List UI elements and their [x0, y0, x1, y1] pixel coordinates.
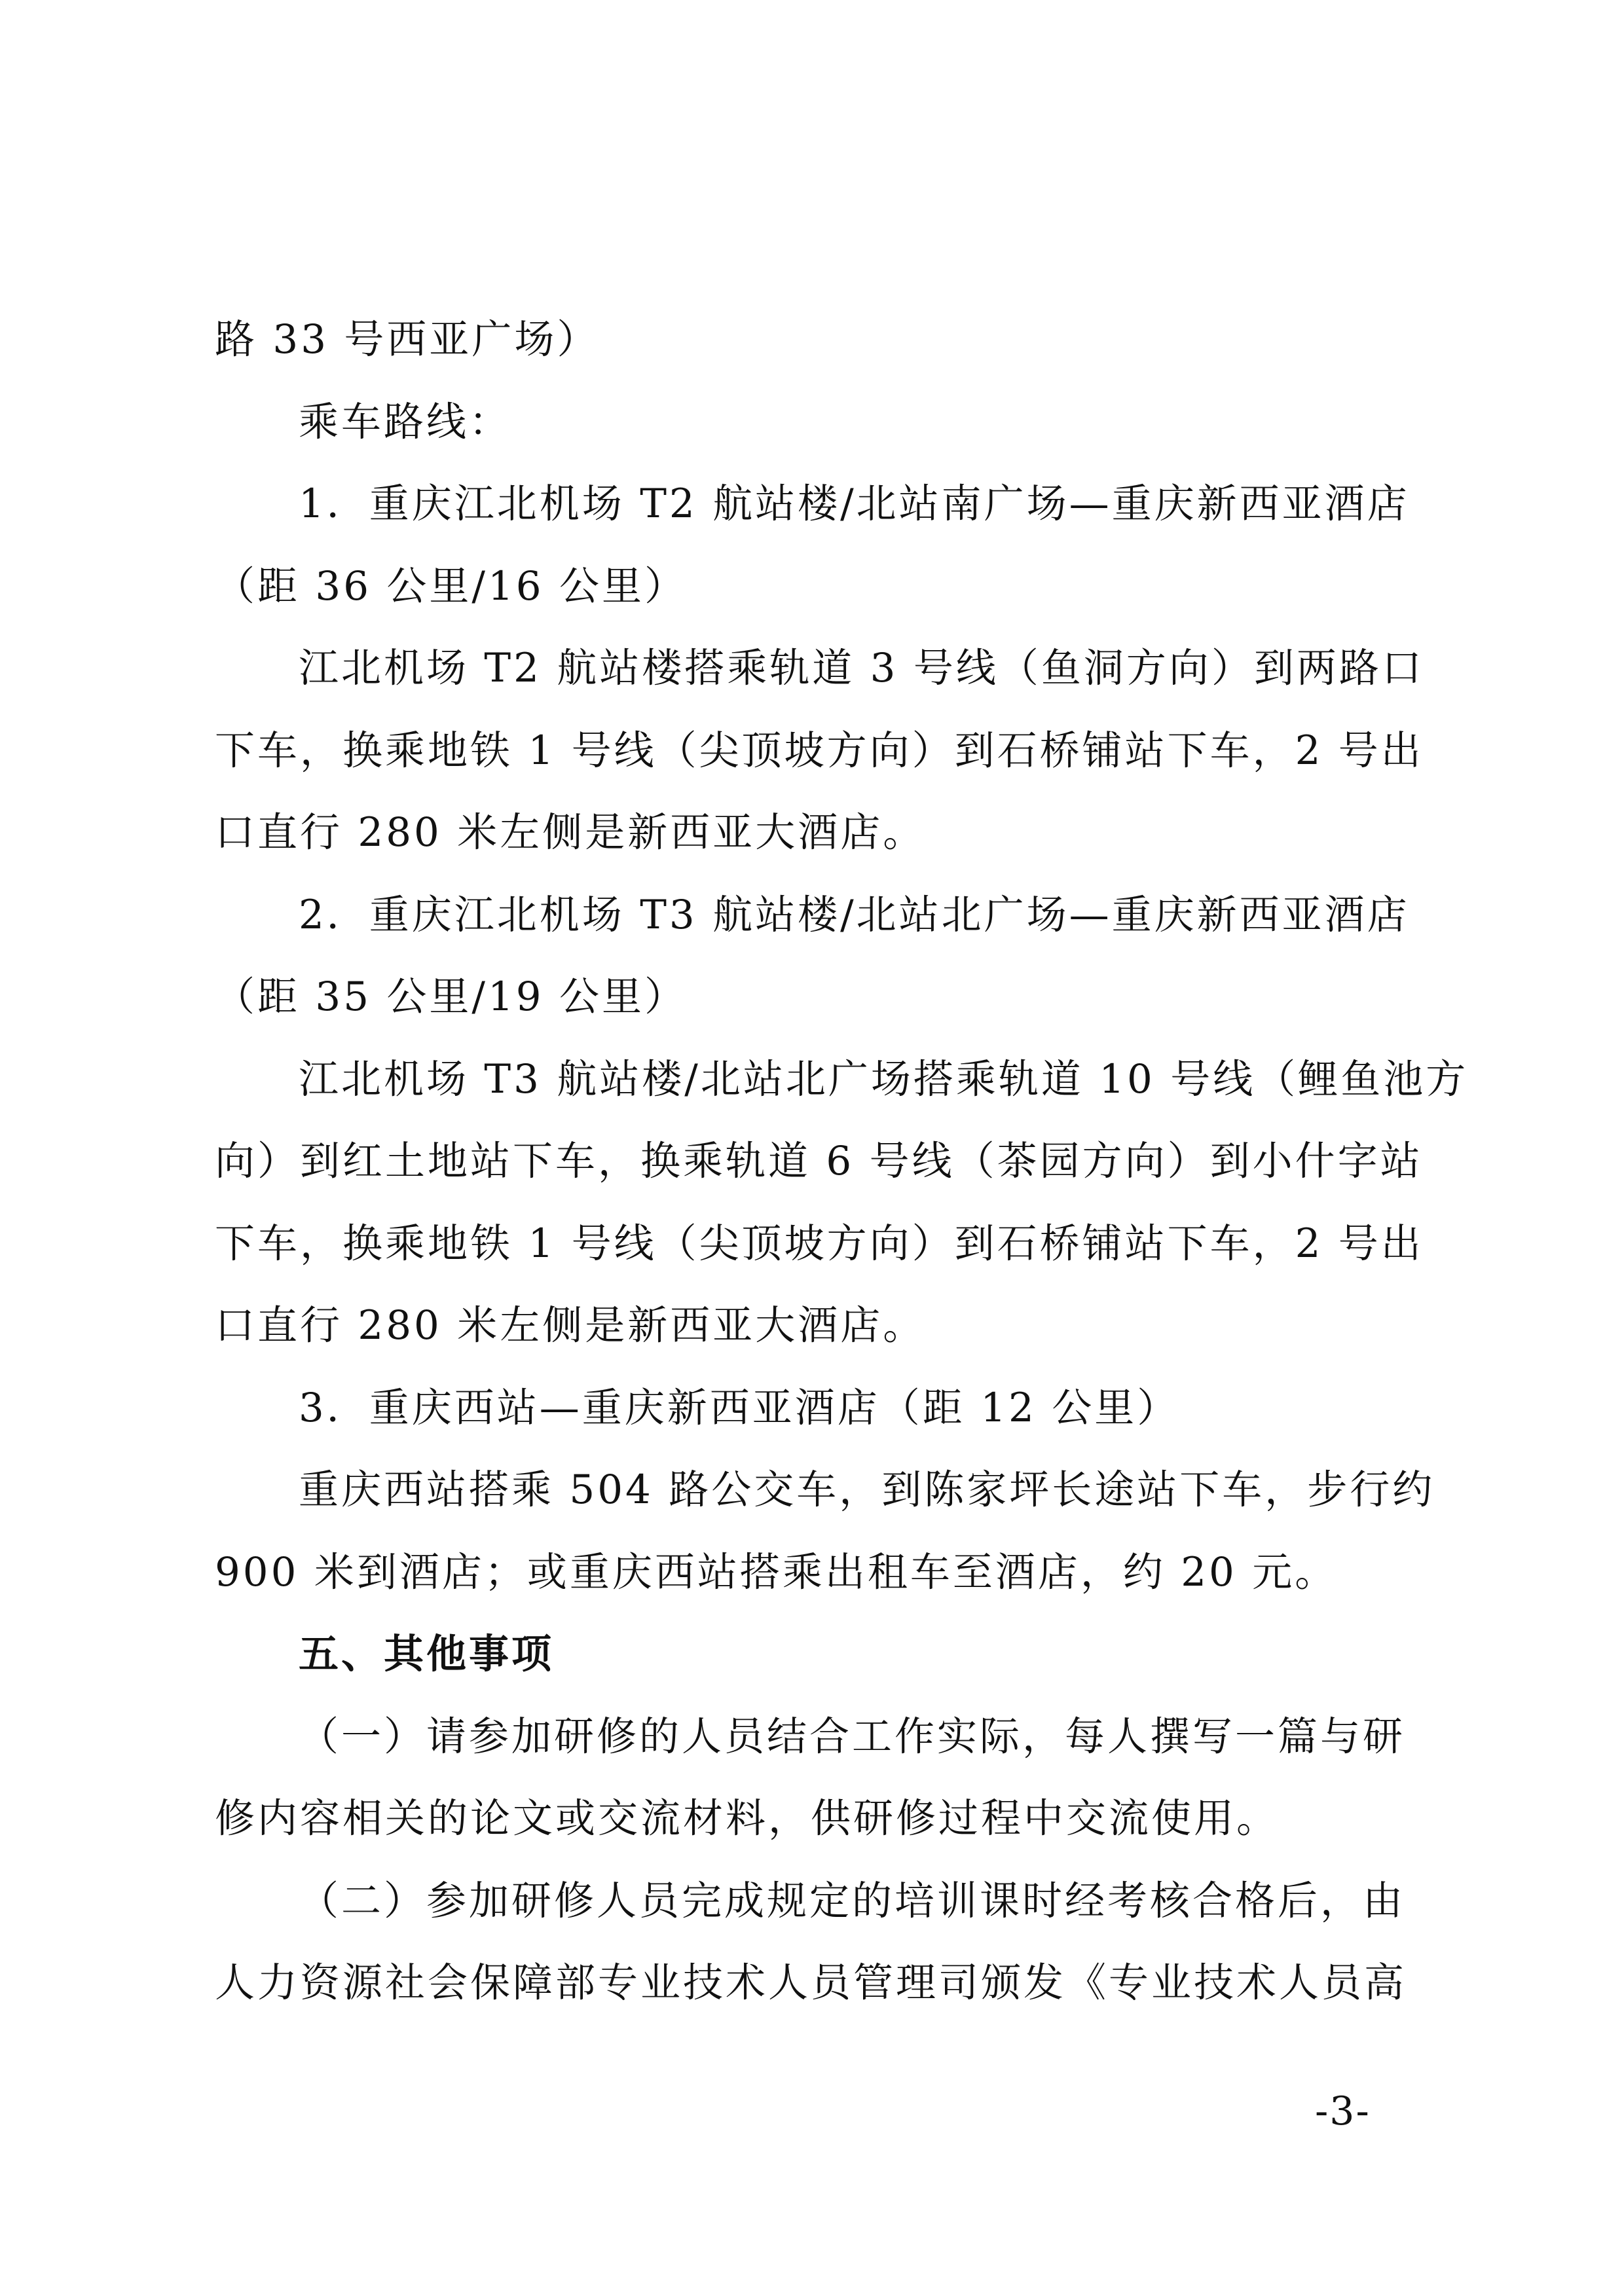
text-line: 900 米到酒店；或重庆西站搭乘出租车至酒店，约 20 元。 [215, 1548, 1338, 1595]
text-line: 江北机场 T2 航站楼搭乘轨道 3 号线（鱼洞方向）到两路口 [299, 645, 1424, 691]
text-line: 口直行 280 米左侧是新西亚大酒店。 [215, 1302, 926, 1349]
page-number: -3- [1315, 2088, 1371, 2134]
text-line: 修内容相关的论文或交流材料，供研修过程中交流使用。 [215, 1795, 1280, 1842]
section-heading: 五、其他事项 [299, 1631, 555, 1677]
text-line: 路 33 号西亚广场） [215, 316, 600, 363]
text-line: 人力资源社会保障部专业技术人员管理司颁发《专业技术人员高 [215, 1959, 1407, 2006]
text-line: 向）到红土地站下车，换乘轨道 6 号线（茶园方向）到小什字站 [215, 1138, 1423, 1184]
text-line: 下车，换乘地铁 1 号线（尖顶坡方向）到石桥铺站下车，2 号出 [215, 727, 1424, 774]
text-line: 乘车路线： [299, 398, 512, 445]
route-item-heading: 3．重庆西站—重庆新西亚酒店（距 12 公里） [299, 1384, 1180, 1431]
text-line: （二）参加研修人员完成规定的培训课时经考核合格后，由 [299, 1877, 1406, 1924]
text-line: 重庆西站搭乘 504 路公交车，到陈家坪长途站下车，步行约 [299, 1467, 1435, 1513]
route-item-heading: 1．重庆江北机场 T2 航站楼/北站南广场—重庆新西亚酒店 [299, 481, 1410, 527]
document-body [215, 299, 1469, 2024]
text-line: 口直行 280 米左侧是新西亚大酒店。 [215, 809, 926, 856]
text-line: （距 35 公里/19 公里） [215, 974, 687, 1020]
route-item-heading: 2．重庆江北机场 T3 航站楼/北站北广场—重庆新西亚酒店 [299, 891, 1410, 938]
text-line: 江北机场 T3 航站楼/北站北广场搭乘轨道 10 号线（鲤鱼池方 [299, 1055, 1469, 1102]
text-line: （一）请参加研修的人员结合工作实际，每人撰写一篇与研 [299, 1713, 1406, 1760]
text-line: 下车，换乘地铁 1 号线（尖顶坡方向）到石桥铺站下车，2 号出 [215, 1220, 1424, 1267]
text-line: （距 36 公里/16 公里） [215, 562, 687, 610]
